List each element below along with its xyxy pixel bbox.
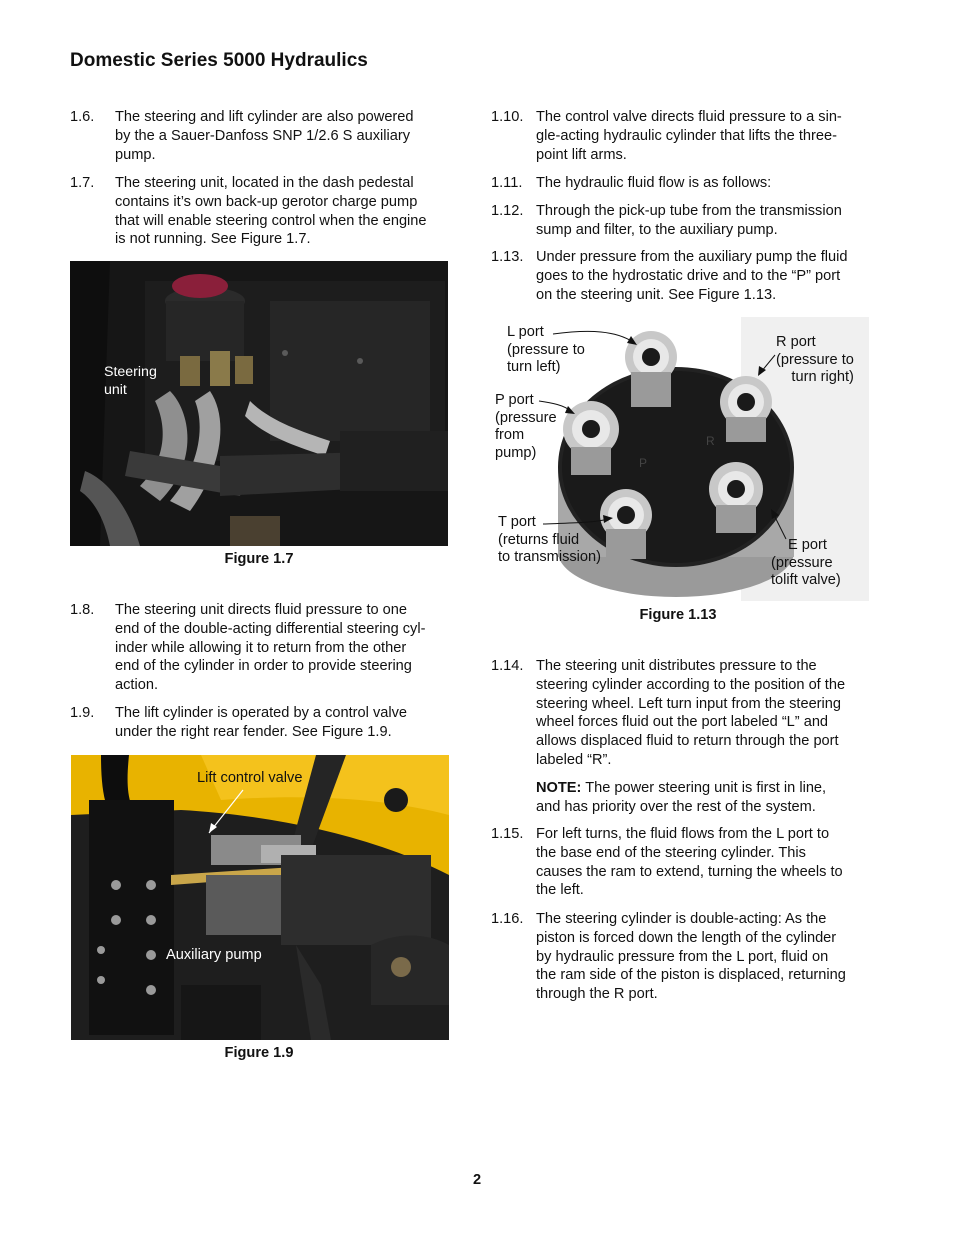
svg-text:P: P bbox=[639, 456, 648, 470]
text-line: The steering cylinder is double-acting: As the bbox=[536, 911, 827, 927]
figure-1-13-photo bbox=[491, 317, 869, 601]
paragraph-number: 1.15. bbox=[491, 826, 524, 842]
page-number: 2 bbox=[472, 1172, 482, 1188]
text-line: piston is forced down the length of the cylinder bbox=[536, 929, 837, 946]
l-port-label: L port (pressure to turn left) bbox=[507, 324, 585, 375]
text-line: The steering unit, located in the dash pedestal bbox=[115, 175, 414, 191]
p-port-label: P port (pressure from pump) bbox=[495, 392, 557, 461]
text-line: goes to the hydrostatic drive and to the “P” port bbox=[536, 267, 841, 284]
auxiliary-pump-label: Auxiliary pump bbox=[166, 947, 262, 963]
t-port-label: T port (returns fluid to transmission) bbox=[498, 514, 601, 565]
text-line: The control valve directs fluid pressure to a sin- bbox=[536, 109, 842, 125]
svg-text:R: R bbox=[706, 434, 715, 448]
paragraph-number: 1.7. bbox=[70, 175, 95, 191]
lift-valve-leader bbox=[71, 755, 449, 1040]
text-line: The power steering unit is first in line, bbox=[581, 780, 827, 796]
text-line: allows displaced fluid to return through the port bbox=[536, 733, 839, 750]
paragraph-number: 1.8. bbox=[70, 602, 95, 618]
text-line: on the steering unit. See Figure 1.13. bbox=[536, 286, 777, 303]
text-line: end of the double-acting differential steering cyl- bbox=[115, 620, 426, 637]
text-line: For left turns, the fluid flows from the L port to bbox=[536, 826, 830, 842]
paragraph-number: 1.9. bbox=[70, 705, 95, 721]
text-line: point lift arms. bbox=[536, 146, 627, 163]
text-line: by the a Sauer-Danfoss SNP 1/2.6 S auxiliary bbox=[115, 127, 411, 144]
paragraph-number: 1.14. bbox=[491, 658, 524, 674]
figure-1-9-caption: Figure 1.9 bbox=[224, 1045, 294, 1061]
text-line: The steering unit directs fluid pressure to one bbox=[115, 602, 408, 618]
text-line: The lift cylinder is operated by a control valve bbox=[115, 705, 408, 721]
text-line: The hydraulic fluid flow is as follows: bbox=[536, 175, 772, 191]
text-line: steering cylinder according to the position of the bbox=[536, 676, 846, 693]
text-line: the ram side of the piston is displaced, returning bbox=[536, 967, 846, 984]
e-port-label: E port (pressure tolift valve) bbox=[771, 537, 841, 588]
text-line: The steering and lift cylinder are also powered bbox=[115, 109, 414, 125]
text-line: steering wheel. Left turn input from the steering bbox=[536, 695, 842, 712]
text-line: under the right rear fender. See Figure 1.9. bbox=[115, 723, 392, 740]
text-line: Through the pick-up tube from the transmission bbox=[536, 203, 842, 219]
paragraph-number: 1.16. bbox=[491, 911, 524, 927]
text-line: gle-acting hydraulic cylinder that lifts the three- bbox=[536, 127, 837, 144]
text-line: that will enable steering control when the engine bbox=[115, 212, 427, 229]
text-line: action. bbox=[115, 677, 158, 694]
paragraph-number: 1.13. bbox=[491, 249, 524, 265]
text-line: end of the cylinder in order to provide steering bbox=[115, 658, 412, 675]
page-title: Domestic Series 5000 Hydraulics bbox=[70, 50, 368, 71]
steering-unit-label: Steering unit bbox=[104, 364, 157, 398]
text-line: wheel forces fluid out the port labeled “L” and bbox=[536, 714, 829, 731]
paragraph-number: 1.6. bbox=[70, 109, 95, 125]
text-line: labeled “R”. bbox=[536, 751, 612, 768]
figure-1-7-photo bbox=[70, 261, 448, 546]
text-line: is not running. See Figure 1.7. bbox=[115, 231, 311, 248]
text-line: contains it’s own back-up gerotor charge pump bbox=[115, 193, 418, 210]
note-label: NOTE: bbox=[536, 780, 582, 796]
figure-1-13-caption: Figure 1.13 bbox=[639, 607, 717, 623]
text-line: causes the ram to extend, turning the wheels to bbox=[536, 863, 843, 880]
paragraph-number: 1.10. bbox=[491, 109, 524, 125]
lift-control-valve-label: Lift control valve bbox=[197, 770, 303, 786]
figure-1-9-photo bbox=[71, 755, 449, 1040]
paragraph-number: 1.11. bbox=[491, 175, 523, 191]
r-port-label: R port (pressure to turn right) bbox=[776, 334, 854, 385]
text-line: the base end of the steering cylinder. This bbox=[536, 844, 806, 861]
text-line: Under pressure from the auxiliary pump the fluid bbox=[536, 249, 848, 265]
paragraph-number: 1.12. bbox=[491, 203, 524, 219]
note-block bbox=[536, 779, 881, 817]
text-line: through the R port. bbox=[536, 986, 658, 1003]
text-line: inder while allowing it to return from the other bbox=[115, 639, 407, 656]
figure-1-7-caption: Figure 1.7 bbox=[224, 551, 294, 567]
text-line: sump and filter, to the auxiliary pump. bbox=[536, 221, 778, 238]
text-line: and has priority over the rest of the system. bbox=[536, 798, 816, 815]
text-line: the left. bbox=[536, 882, 584, 899]
text-line: The steering unit distributes pressure to the bbox=[536, 658, 817, 674]
text-line: by hydraulic pressure from the L port, fluid on bbox=[536, 948, 829, 965]
text-line: pump. bbox=[115, 146, 156, 163]
